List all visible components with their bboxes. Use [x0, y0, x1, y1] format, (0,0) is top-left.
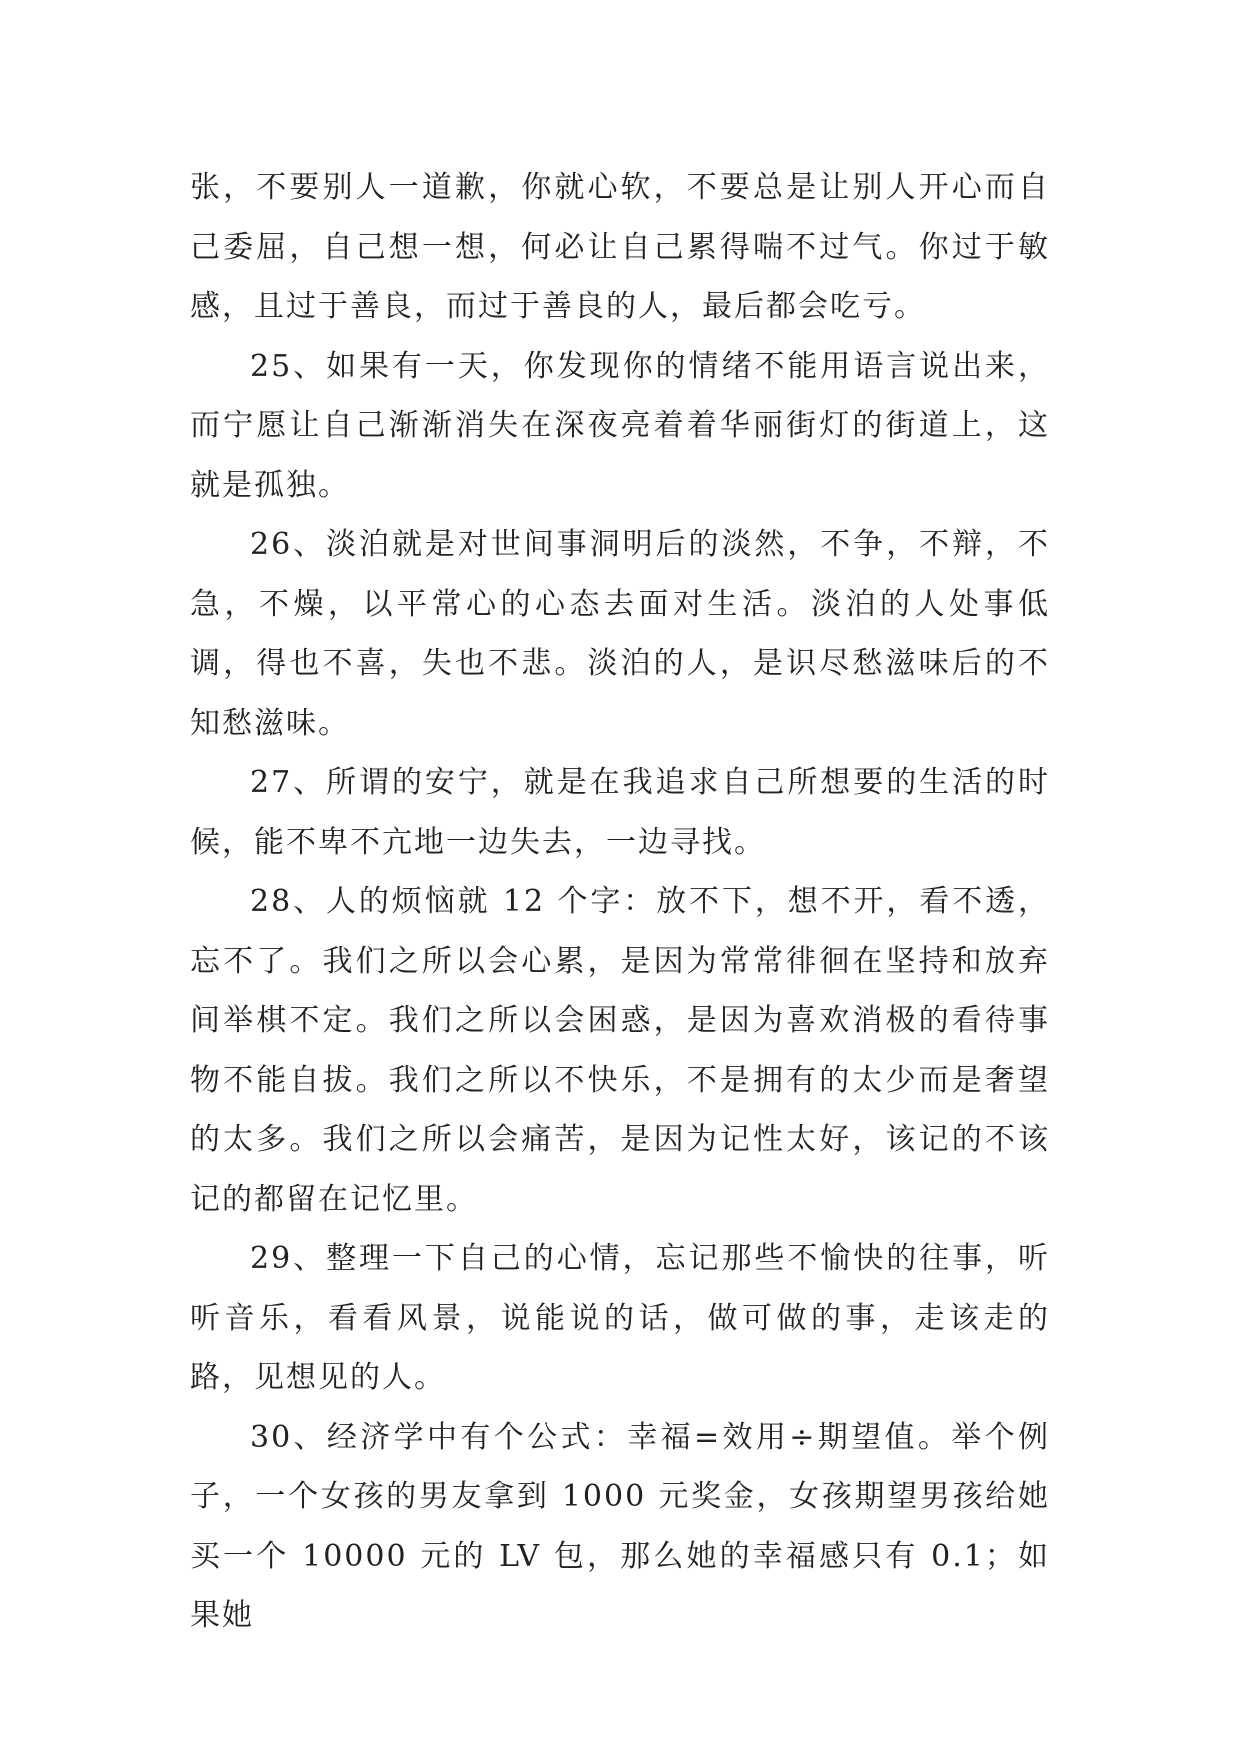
paragraph-26: 26、淡泊就是对世间事洞明后的淡然，不争，不辩，不急，不燥，以平常心的心态去面对生活。淡泊的人处事低调，得也不喜，失也不悲。淡泊的人，是识尽愁滋味后的不知愁滋味。: [190, 527, 1050, 741]
document-body: [190, 158, 1050, 1646]
paragraph-30: 30、经济学中有个公式：幸福=效用÷期望值。举个例子，一个女孩的男友拿到 1000 元奖金，女孩期望男孩给她买一个 10000 元的 LV 包，那么她的幸福感只有 0.1；如果她: [190, 1419, 1050, 1633]
paragraph-27: 27、所谓的安宁，就是在我追求自己所想要的生活的时候，能不卑不亢地一边失去，一边寻找。: [190, 765, 1050, 860]
paragraph-25: 25、如果有一天，你发现你的情绪不能用语言说出来，而宁愿让自己渐渐消失在深夜亮着着华丽街灯的街道上，这就是孤独。: [190, 348, 1050, 503]
paragraph-continued: 张，不要别人一道歉，你就心软，不要总是让别人开心而自己委屈，自己想一想，何必让自己累得喘不过气。你过于敏感，且过于善良，而过于善良的人，最后都会吃亏。: [190, 170, 1050, 324]
paragraph-29: 29、整理一下自己的心情，忘记那些不愉快的往事，听听音乐，看看风景，说能说的话，做可做的事，走该走的路，见想见的人。: [190, 1241, 1050, 1395]
paragraph-28: 28、人的烦恼就 12 个字：放不下，想不开，看不透，忘不了。我们之所以会心累，是因为常常徘徊在坚持和放弃间举棋不定。我们之所以会困惑，是因为喜欢消极的看待事物不能自拔。我们之所以不快乐，不是拥有的太少而是奢望的太多。我们之所以会痛苦，是因为记性太好，该记的不该记的都留在记忆里。: [190, 884, 1050, 1217]
